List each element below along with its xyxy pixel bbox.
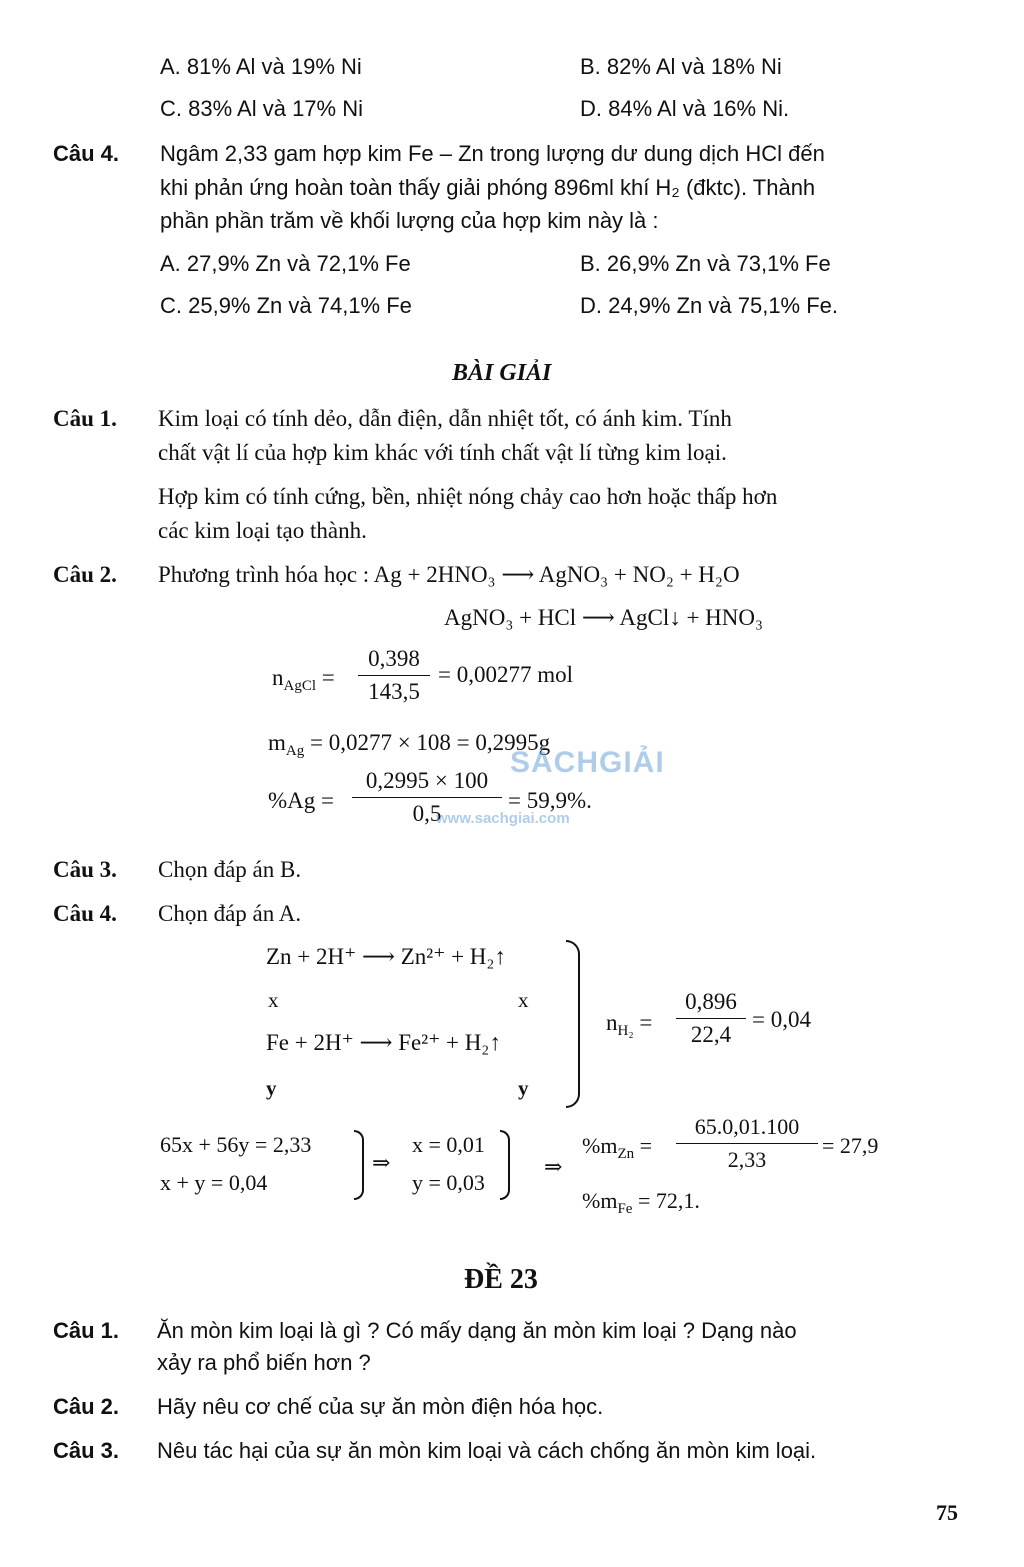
s2-label: Câu 2.	[53, 562, 117, 587]
pct-fe-line: $\%m_{Fe} = 72,1$.	[582, 1188, 700, 1217]
watermark-brand: SÁCHGIẢI	[510, 746, 665, 779]
q3-option-d: D. 84% Al và 16% Ni.	[580, 96, 790, 121]
de-heading: ĐỀ 23	[464, 1264, 538, 1295]
system-brace	[354, 1130, 364, 1200]
de-q2-label: Câu 2.	[53, 1394, 120, 1419]
q4-option-b: B. 26,9% Zn và 73,1% Fe	[580, 251, 831, 276]
reaction-fe: Fe + 2H⁺ ⟶ Fe²⁺ + H₂↑	[266, 1030, 501, 1055]
pct-ag-fraction: 0,2995 × 100 0,5	[352, 768, 502, 827]
system-eq-2: x + y = 0,04	[160, 1170, 268, 1195]
system-eq-1: 65x + 56y = 2,33	[160, 1132, 312, 1157]
s1-line3: Hợp kim có tính cứng, bền, nhiệt nóng chảy cao hơn hoặc thấp hơn	[158, 484, 778, 509]
pct-ag-result: = 59,9%.	[508, 788, 592, 813]
s1-label: Câu 1.	[53, 406, 117, 431]
reaction-zn-x-left: x	[268, 988, 279, 1012]
solution-y: y = 0,03	[412, 1170, 485, 1195]
q4-option-d: D. 24,9% Zn và 75,1% Fe.	[580, 293, 839, 318]
de-q3-text: Nêu tác hại của sự ăn mòn kim loại và cách chống ăn mòn kim loại.	[157, 1438, 817, 1463]
n-agcl-fraction: 0,398 143,5	[358, 646, 430, 705]
s1-line1: Kim loại có tính dẻo, dẫn điện, dẫn nhiệt tốt, có ánh kim. Tính	[158, 406, 732, 431]
s4-answer: Chọn đáp án A.	[158, 901, 302, 926]
implies-arrow-2: ⇒	[544, 1154, 563, 1179]
de-q1-label: Câu 1.	[53, 1318, 120, 1343]
reaction-fe-y-right: y	[518, 1076, 529, 1100]
q4-line2: khi phản ứng hoàn toàn thấy giải phóng 896ml khí H₂ (đktc). Thành	[160, 175, 816, 200]
solution-heading: BÀI GIẢI	[452, 360, 552, 386]
s4-label: Câu 4.	[53, 901, 117, 926]
s3-answer: Chọn đáp án B.	[158, 857, 302, 882]
q3-option-c: C. 83% Al và 17% Ni	[160, 96, 363, 121]
n-h2-symbol: $n_{H_2}$ =	[606, 1010, 653, 1039]
q4-line3: phần phần trăm về khối lượng của hợp kim này là :	[160, 208, 659, 233]
s2-equation-1: Phương trình hóa học : Ag + 2HNO₃ ⟶ AgNO₃ + NO₂ + H₂O	[158, 562, 740, 587]
pct-zn-result: = 27,9	[822, 1133, 879, 1158]
q3-option-a: A. 81% Al và 19% Ni	[160, 54, 362, 79]
watermark-url: www.sachgiai.com	[436, 810, 570, 827]
de-q1-line1: Ăn mòn kim loại là gì ? Có mấy dạng ăn mòn kim loại ? Dạng nào	[157, 1318, 797, 1343]
n-agcl-symbol: $n_{AgCl}$ =	[272, 665, 335, 694]
reaction-brace	[566, 940, 580, 1108]
q4-label: Câu 4.	[53, 141, 120, 166]
reaction-fe-y-left: y	[266, 1076, 277, 1100]
n-agcl-result: = 0,00277 mol	[438, 662, 574, 687]
q4-option-c: C. 25,9% Zn và 74,1% Fe	[160, 293, 412, 318]
reaction-zn-x-right: x	[518, 988, 529, 1012]
q4-line1: Ngâm 2,33 gam hợp kim Fe – Zn trong lượng dư dung dịch HCl đến	[160, 141, 825, 166]
pct-zn-symbol: $\%m_{Zn}$ =	[582, 1133, 653, 1162]
de-q3-label: Câu 3.	[53, 1438, 120, 1463]
m-ag-line: $m_{Ag} = 0,0277 \times 108 = 0,2995g$	[268, 730, 551, 759]
s2-equation-2: AgNO₃ + HCl ⟶ AgCl↓ + HNO₃	[444, 605, 764, 630]
s1-line2: chất vật lí của hợp kim khác với tính chất vật lí từng kim loại.	[158, 440, 727, 465]
de-q1-line2: xảy ra phổ biến hơn ?	[157, 1350, 371, 1375]
page-number: 75	[936, 1500, 958, 1525]
de-q2-text: Hãy nêu cơ chế của sự ăn mòn điện hóa học.	[157, 1394, 604, 1419]
pct-ag-label: %Ag =	[268, 788, 334, 813]
reaction-zn: Zn + 2H⁺ ⟶ Zn²⁺ + H₂↑	[266, 944, 506, 969]
solution-x: x = 0,01	[412, 1132, 485, 1157]
implies-arrow-1: ⇒	[372, 1150, 391, 1175]
pct-zn-fraction: 65.0,01.100 2,33	[676, 1114, 818, 1173]
s3-label: Câu 3.	[53, 857, 117, 882]
q3-option-b: B. 82% Al và 18% Ni	[580, 54, 782, 79]
solution-brace	[500, 1130, 510, 1200]
q4-option-a: A. 27,9% Zn và 72,1% Fe	[160, 251, 411, 276]
n-h2-result: = 0,04	[752, 1007, 811, 1032]
n-h2-fraction: 0,896 22,4	[676, 989, 746, 1048]
s1-line4: các kim loại tạo thành.	[158, 518, 367, 543]
